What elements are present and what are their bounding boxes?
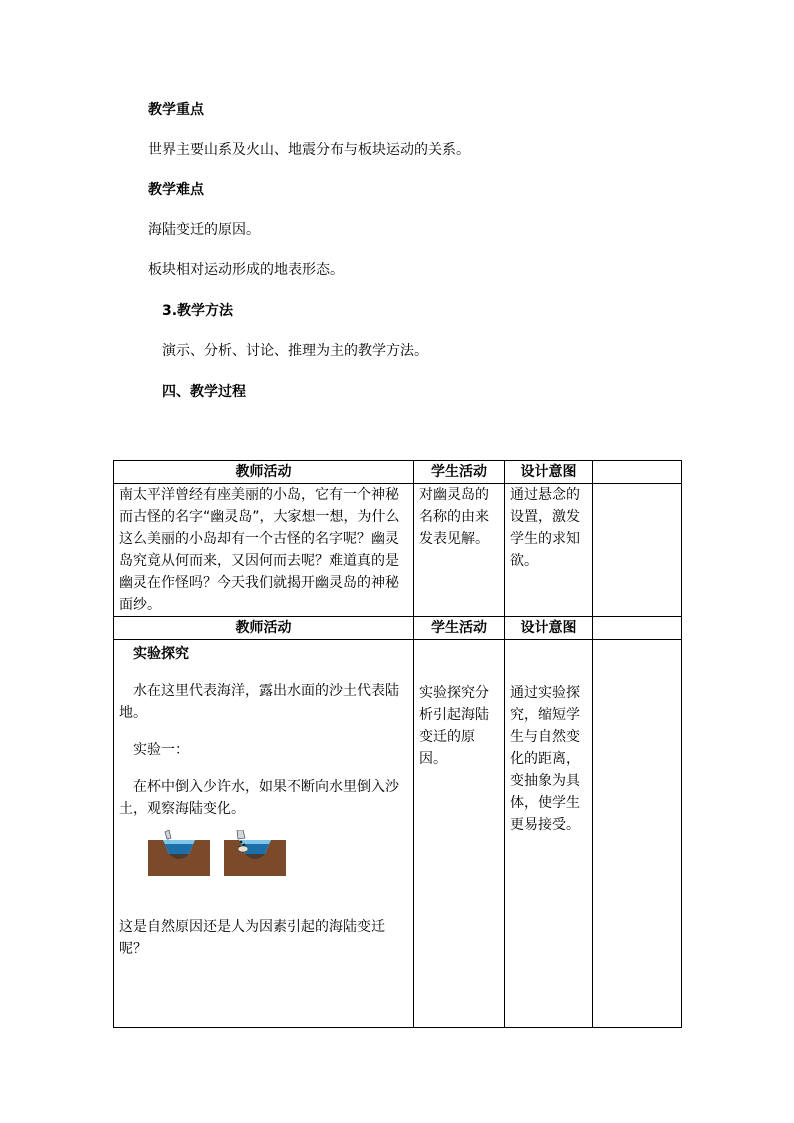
experiment-intro: 水在这里代表海洋，露出水面的沙土代表陆地。 (119, 683, 399, 721)
row2-teacher-cell (114, 640, 414, 1028)
process-heading: 四、教学过程 (162, 384, 246, 400)
lesson-table (113, 460, 682, 1028)
key-point-text: 世界主要山系及火山、地震分布与板块运动的关系。 (148, 142, 470, 158)
key-point-heading: 教学重点 (148, 102, 204, 118)
header-student: 学生活动 (414, 461, 505, 484)
header2-blank (593, 617, 682, 640)
method-heading: 3.教学方法 (162, 303, 234, 319)
experiment-one-label: 实验一： (133, 742, 189, 758)
difficulty-text-1: 海陆变迁的原因。 (148, 222, 260, 238)
table-row (114, 484, 682, 617)
beaker-before-image (147, 830, 211, 876)
table-header-row (114, 461, 682, 484)
experiment-one-steps: 在杯中倒入少许水，如果不断向水里倒入沙土，观察海陆变化。 (119, 779, 399, 817)
header2-intent: 设计意图 (505, 617, 593, 640)
header-intent: 设计意图 (505, 461, 593, 484)
method-text: 演示、分析、讨论、推理为主的教学方法。 (162, 343, 428, 359)
difficulty-text-2: 板块相对运动形成的地表形态。 (148, 262, 344, 278)
row1-student-cell: 对幽灵岛的名称的由来发表见解。 (414, 484, 505, 617)
experiment-illustration (147, 830, 408, 876)
header-blank (593, 461, 682, 484)
beaker-after-image (223, 830, 287, 876)
row1-teacher-cell: 南太平洋曾经有座美丽的小岛，它有一个神秘而古怪的名字“幽灵岛”，大家想一想，为什么这么美丽的小岛却有一个古怪的名字呢？幽灵岛究竟从何而来，又因何而去呢？难道真的是幽灵在作怪吗？今天我们就揭开幽灵岛的神秘面纱。 (114, 484, 414, 617)
header2-teacher: 教师活动 (114, 617, 414, 640)
table-header-row-2 (114, 617, 682, 640)
row1-blank-cell (593, 484, 682, 617)
header-teacher: 教师活动 (114, 461, 414, 484)
table-row (114, 640, 682, 1028)
difficulty-heading: 教学难点 (148, 182, 204, 198)
row2-student-cell: 实验探究分析引起海陆变迁的原因。 (414, 640, 505, 1028)
experiment-question: 这是自然原因还是人为因素引起的海陆变迁呢？ (119, 919, 385, 957)
header2-student: 学生活动 (414, 617, 505, 640)
row2-blank-cell (593, 640, 682, 1028)
experiment-title: 实验探究 (133, 646, 189, 662)
row1-intent-cell: 通过悬念的设置，激发学生的求知欲。 (505, 484, 593, 617)
row2-intent-cell: 通过实验探究，缩短学生与自然变化的距离，变抽象为具体，使学生更易接受。 (505, 640, 593, 1028)
